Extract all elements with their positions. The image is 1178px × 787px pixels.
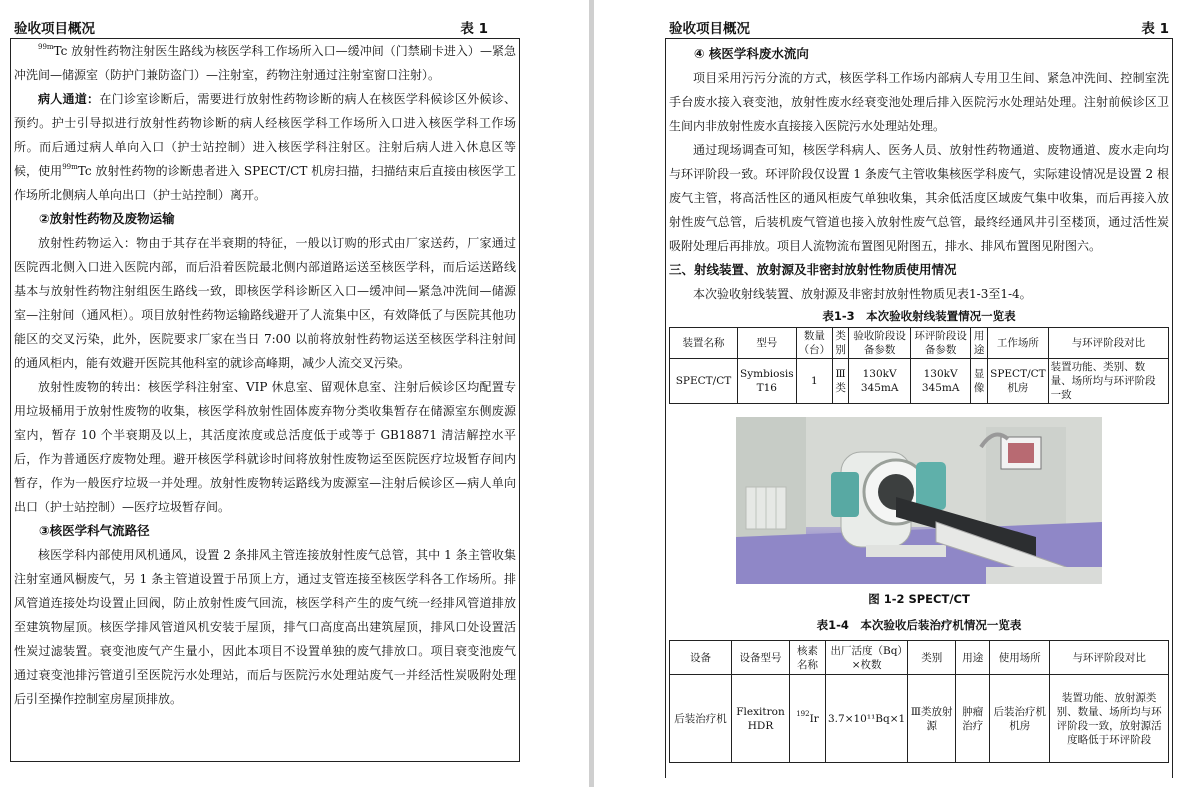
table13-cell: Symbiosis T16 — [738, 359, 797, 404]
isotope-superscript: 99m — [38, 43, 54, 51]
right-page — [665, 0, 1173, 787]
table13-header-cell: 型号 — [738, 328, 797, 359]
table14 — [669, 640, 1169, 763]
table14-caption: 表1-4 本次验收后装治疗机情况一览表 — [816, 618, 1022, 632]
heading-transport: ②放射性药物及废物运输 — [39, 211, 175, 226]
table13-cell: 130kV 345mA — [849, 359, 911, 404]
page-divider — [589, 0, 594, 787]
table14-cell: Flexitron HDR — [732, 675, 790, 763]
table13-header-cell: 与环评阶段对比 — [1048, 328, 1168, 359]
airflow-paragraph: 核医学科内部使用风机通风，设置 2 条排风主管连接放射性废气总管，其中 1 条主管收集注射室通风橱废气，另 1 条主管道设置于吊顶上方，通过支管连接至核医学科各工作场所。排风管道连接处均设置止回阀，防止放射性废气回流，核医学科产生的废气统一经排风管道排放至建筑物屋顶。核医学排风管道风机安装于屋顶，排气口高度高出建筑屋顶，排风口处设置活性炭过滤装置。衰变池废气产生量小，因此本项目不设置单独的废气排放口。项目衰变池废气通过衰变池排污管道引至医院污水处理站，而后与医院污水处理站废气一并经活性炭吸附处理后引至操作控制室房屋顶排放。 — [14, 548, 516, 706]
table14-cell: 后装治疗机机房 — [990, 675, 1050, 763]
heading-wastewater: ④ 核医学科废水流向 — [694, 46, 809, 61]
table13-header-cell: 环评阶段设备参数 — [911, 328, 971, 359]
table14-cell: 3.7×10¹¹Bq×1 — [826, 675, 908, 763]
table13-cell: Ⅲ类 — [833, 359, 849, 404]
table13-cell: 显像 — [971, 359, 988, 404]
table13-header-cell: 数量（台） — [796, 328, 833, 359]
doctor-route-paragraph — [14, 39, 516, 87]
drug-transport-paragraph: 放射性药物运入：物由于其存在半衰期的特征，一般以订购的形式由厂家送药，厂家通过医院西北侧入口进入医院内部，而后沿着医院最北侧内部道路运送至核医学科，而后运送路线基本与放射性药物注射组医生路线一致，即核医学科诊断区入口—缓冲间—紧急冲洗间—储源室—注射间（通风柜）。项目放射性药物运输路线避开了人流集中区，有效降低了与医院其他功能区的交叉污染，此外，医院要求厂家在当日 7:00 以前将放射性药物运送至核医学科注射间的通风柜内，能有效避开医院其他科室的就诊高峰期，减少人流交叉污染。 — [14, 236, 516, 370]
table13-cell: 1 — [796, 359, 833, 404]
spect-ct-photo — [736, 417, 1102, 584]
figure-caption: 图 1-2 SPECT/CT — [868, 592, 970, 606]
table14-header-row — [670, 641, 1169, 675]
waste-transfer-paragraph: 放射性废物的转出：核医学科注射室、VIP 休息室、留观休息室、注射后候诊区均配置专用垃圾桶用于放射性废物的收集，核医学科放射性固体废弃物分类收集暂存在储源室东侧废源室内，暂存 10 个半衰期及以上，其活度浓度或总活度低于或等于 GB18871 清洁解控水平后，作为普通医疗废物处理。避开核医学科就诊时间将放射性废物运至医院医疗垃圾暂存间内暂存，作为一般医疗垃圾一并处理。放射性废物转运路线为废源室—注射后候诊区—病人单向出口（护士站控制）—医疗垃圾暂存间。 — [14, 380, 516, 514]
doctor-route-text: Tc 放射性药物注射医生路线为核医学科工作场所入口—缓冲间（门禁刷卡进入）—紧急冲洗间—储源室（防护门兼防盗门）—注射室，药物注射通过注射室窗口注射）。 — [14, 44, 516, 82]
nuclide-superscript: 192 — [796, 709, 810, 718]
nuclide-symbol: Ir — [809, 712, 819, 725]
table14-header-cell: 设备型号 — [732, 641, 790, 675]
table14-header-cell: 设备 — [670, 641, 732, 675]
table14-cell: Ⅲ类放射源 — [908, 675, 956, 763]
left-page — [10, 0, 520, 787]
table-row — [670, 675, 1169, 763]
wastewater-paragraph: 项目采用污污分流的方式，核医学科工作场内部病人专用卫生间、紧急冲洗间、控制室洗手台废水接入衰变池，放射性废水经衰变池处理后排入医院污水处理站处理。注射前候诊区卫生间内非放射性废水直接接入医院污水处理站处理。 — [669, 71, 1169, 133]
table14-cell: 装置功能、放射源类别、数量、场所均与环评阶段一致，放射源活度略低于环评阶段 — [1050, 675, 1169, 763]
table14-header-cell: 类别 — [908, 641, 956, 675]
right-header-table-no: 表 1 — [1141, 21, 1169, 37]
left-header-title: 验收项目概况 — [14, 21, 95, 37]
table14-cell: 后装治疗机 — [670, 675, 732, 763]
table13-cell: 130kV 345mA — [911, 359, 971, 404]
table13-header-cell: 用途 — [971, 328, 988, 359]
section-three-intro: 本次验收射线装置、放射源及非密封放射性物质见表1-3至1-4。 — [693, 287, 1032, 301]
table13 — [669, 327, 1169, 404]
patient-route-paragraph — [14, 87, 516, 207]
section-three-heading: 三、射线装置、放射源及非密封放射性物质使用情况 — [669, 262, 957, 277]
site-survey-paragraph: 通过现场调查可知，核医学科病人、医务人员、放射性药物通道、废物通道、废水走向均与环评阶段一致。环评阶段仅设置 1 条废气主管收集核医学科废气，实际建设情况是设置 2 根废气主管，将高活性区的通风柜废气单独收集，其余低活度区域废气集中收集，而后再接入放射性废气总管，后装机废气管道也接入放射性废气总管，最终经通风井引至楼顶，通过活性炭吸附处理后再排放。项目人流物流布置图见附图五，排水、排风布置图见附图六。 — [669, 143, 1169, 253]
patient-route-text-a: 在门诊室诊断后，需要进行放射性药物诊断的病人在核医学科候诊区外候诊、预约。护士引导拟进行放射性药物诊断的病人经核医学科工作场所入口进入核医学科工作场所。而后通过病人单向入口（护士站控制）进入核医学科注射区。注射后病人进入休息区等候，使用 — [14, 92, 516, 178]
table-row — [670, 359, 1169, 404]
table13-header-cell: 装置名称 — [670, 328, 738, 359]
table14-header-cell: 与环评阶段对比 — [1050, 641, 1169, 675]
table13-header-cell: 验收阶段设备参数 — [849, 328, 911, 359]
right-body — [669, 42, 1169, 763]
left-body — [14, 39, 516, 711]
spect-ct-photo-illustration — [736, 417, 1102, 584]
heading-airflow: ③核医学科气流路径 — [39, 523, 150, 538]
table13-header-row — [670, 328, 1169, 359]
table14-header-cell: 使用场所 — [990, 641, 1050, 675]
patient-route-text-b: Tc 放射性药物的诊断患者进入 SPECT/CT 机房扫描，扫描结束后直接由核医学工作场所北侧病人单向出口（护士站控制）离开。 — [14, 164, 516, 202]
table14-header-cell: 用途 — [956, 641, 990, 675]
table13-cell: SPECT/CT — [670, 359, 738, 404]
left-page-header — [14, 17, 516, 35]
table13-header-cell: 工作场所 — [988, 328, 1049, 359]
right-header-title: 验收项目概况 — [669, 21, 750, 37]
left-header-table-no: 表 1 — [460, 21, 488, 37]
table13-cell: SPECT/CT机房 — [988, 359, 1049, 404]
isotope-superscript-2: 99m — [62, 163, 78, 171]
table14-cell: 肿瘤治疗 — [956, 675, 990, 763]
table14-header-cell: 出厂活度（Bq）×枚数 — [826, 641, 908, 675]
right-page-header — [669, 17, 1169, 35]
table14-cell — [790, 675, 826, 763]
table13-caption: 表1-3 本次验收射线装置情况一览表 — [822, 309, 1016, 323]
patient-route-lead: 病人通道： — [38, 92, 100, 106]
table14-header-cell: 核素名称 — [790, 641, 826, 675]
table13-cell: 装置功能、类别、数量、场所均与环评阶段一致 — [1048, 359, 1168, 404]
table13-header-cell: 类别 — [833, 328, 849, 359]
